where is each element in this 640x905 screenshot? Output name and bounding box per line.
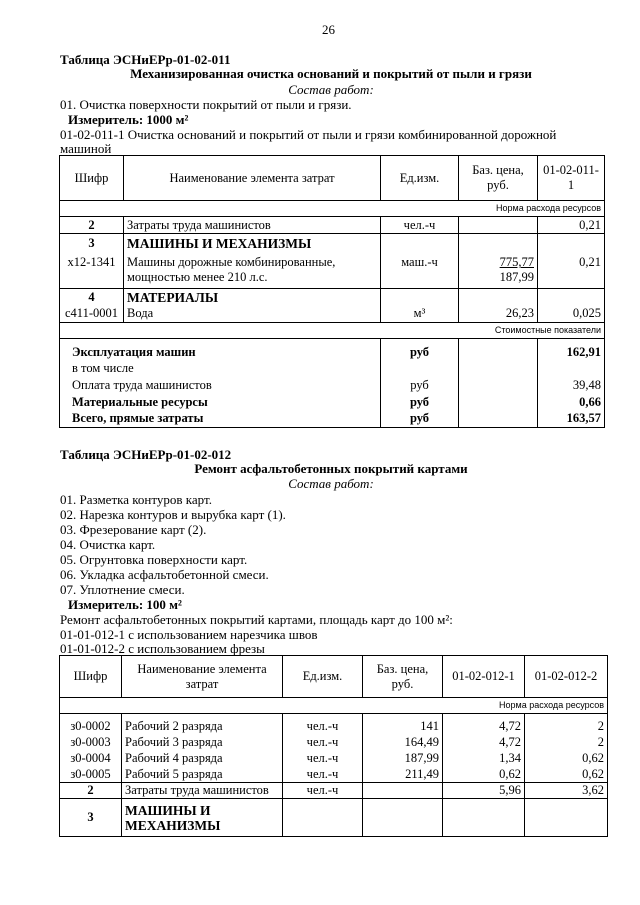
header-name: Наименование элемента затрат: [122, 656, 283, 698]
table-row: [60, 719, 608, 735]
row-value-2: 2: [525, 735, 608, 751]
section-row: [60, 234, 605, 253]
row-price: 141: [363, 719, 443, 735]
header-name: Наименование элемента затрат: [124, 156, 381, 201]
summary-name: в том числе: [60, 360, 381, 377]
summary-row: [60, 345, 605, 360]
table-row: [60, 306, 605, 323]
row-price-line1: 775,77: [499, 255, 534, 270]
header-col2: 01-02-012-2: [525, 656, 608, 698]
row-value-1: 1,34: [443, 751, 525, 767]
table-row: [60, 751, 608, 767]
section-name: МАШИНЫ И МЕХАНИЗМЫ: [124, 234, 381, 253]
table-row: [60, 217, 605, 234]
table-header-row: [60, 156, 605, 201]
table2-op: 06. Укладка асфальтобетонной смеси.: [60, 567, 269, 582]
table2-op: 02. Нарезка контуров и вырубка карт (1).: [60, 507, 286, 522]
section-code: 3: [60, 799, 122, 837]
section-name-line1: МАШИНЫ И: [125, 802, 211, 818]
summary-name: Материальные ресурсы: [60, 394, 381, 411]
summary-row: [60, 394, 605, 411]
summary-value: 0,66: [538, 394, 605, 411]
row-unit: чел.-ч: [283, 735, 363, 751]
table2-subtitle: Ремонт асфальтобетонных покрытий картами: [194, 461, 468, 476]
row-price: 211,49: [363, 767, 443, 783]
page-number: 26: [322, 22, 335, 37]
row-code: 2: [60, 783, 122, 799]
section-row: [60, 799, 608, 837]
table-row: [60, 783, 608, 799]
table1-op: 01. Очистка поверхности покрытий от пыли и грязи.: [60, 97, 352, 112]
header-code: Шифр: [60, 156, 124, 201]
header-unit: Ед.изм.: [381, 156, 459, 201]
table2-op: 07. Уплотнение смеси.: [60, 582, 185, 597]
row-unit: чел.-ч: [283, 751, 363, 767]
row-name: Вода: [124, 306, 381, 323]
table2-variant-2: 01-01-012-2 с использованием фрезы: [60, 641, 265, 656]
header-price: Баз. цена, руб.: [459, 156, 538, 201]
summary-value: 162,91: [538, 345, 605, 360]
row-code: з0-0005: [60, 767, 122, 783]
row-code: х12-1341: [60, 253, 124, 289]
table1-title: Таблица ЭСНиЕРр-01-02-011: [60, 52, 231, 67]
row-unit: чел.-ч: [283, 719, 363, 735]
row-code: з0-0002: [60, 719, 122, 735]
summary-unit: руб: [381, 377, 459, 394]
summary-unit: руб: [381, 345, 459, 360]
table2-variant-1: 01-01-012-1 с использованием нарезчика швов: [60, 627, 318, 642]
row-value: 0,21: [538, 217, 605, 234]
row-value-2: 0,62: [525, 767, 608, 783]
summary-unit: руб: [381, 411, 459, 428]
table-header-row: [60, 656, 608, 698]
summary-row: [60, 411, 605, 428]
row-unit: чел.-ч: [283, 783, 363, 799]
row-price: [459, 253, 538, 289]
summary-name: Всего, прямые затраты: [60, 411, 381, 428]
row-value-2: 2: [525, 719, 608, 735]
table2-op: 04. Очистка карт.: [60, 537, 156, 552]
table1-composition-heading: Состав работ:: [288, 82, 374, 97]
row-name: Рабочий 2 разряда: [122, 719, 283, 735]
table-row: [60, 253, 605, 289]
row-value-2: 0,62: [525, 751, 608, 767]
summary-value: 163,57: [538, 411, 605, 428]
table2-meter: Измеритель: 100 м²: [68, 597, 182, 612]
row-name: Затраты труда машинистов: [124, 217, 381, 234]
section-row: [60, 289, 605, 306]
row-value-1: 0,62: [443, 767, 525, 783]
header-col1: 01-02-011-1: [538, 156, 605, 201]
row-price: 187,99: [363, 751, 443, 767]
row-value-1: 4,72: [443, 719, 525, 735]
row-unit: маш.-ч: [381, 253, 459, 289]
table1-description-cont: машиной: [60, 141, 112, 156]
table2-op: 05. Огрунтовка поверхности карт.: [60, 552, 248, 567]
row-value: 0,21: [538, 253, 605, 289]
row-value: 0,025: [538, 306, 605, 323]
header-unit: Ед.изм.: [283, 656, 363, 698]
table2-title: Таблица ЭСНиЕРр-01-02-012: [60, 447, 232, 462]
cost-label: Стоимостные показатели: [60, 323, 605, 339]
summary-name: Оплата труда машинистов: [60, 377, 381, 394]
norm-label: Норма расхода ресурсов: [60, 698, 608, 714]
table1: [59, 155, 605, 428]
row-value-1: 5,96: [443, 783, 525, 799]
section-code: 4: [60, 289, 124, 306]
row-code: з0-0003: [60, 735, 122, 751]
row-code: з0-0004: [60, 751, 122, 767]
summary-value: 39,48: [538, 377, 605, 394]
summary-row: [60, 377, 605, 394]
table2-composition-heading: Состав работ:: [288, 476, 374, 491]
norm-label: Норма расхода ресурсов: [60, 201, 605, 217]
table2-op: 03. Фрезерование карт (2).: [60, 522, 207, 537]
summary-unit: руб: [381, 394, 459, 411]
row-price-line2: 187,99: [499, 270, 534, 285]
row-name: Рабочий 4 разряда: [122, 751, 283, 767]
section-name-line2: МЕХАНИЗМЫ: [125, 817, 221, 833]
table2: [59, 655, 608, 837]
row-price: 164,49: [363, 735, 443, 751]
row-name: Затраты труда машинистов: [122, 783, 283, 799]
header-col1: 01-02-012-1: [443, 656, 525, 698]
row-unit: м³: [381, 306, 459, 323]
row-name: Рабочий 5 разряда: [122, 767, 283, 783]
row-name: [124, 253, 381, 289]
table-row: [60, 735, 608, 751]
section-name: [122, 799, 283, 837]
row-value-1: 4,72: [443, 735, 525, 751]
row-value-2: 3,62: [525, 783, 608, 799]
row-unit: чел.-ч: [283, 767, 363, 783]
row-unit: чел.-ч: [381, 217, 459, 234]
section-code: 3: [60, 234, 124, 253]
summary-name: Эксплуатация машин: [60, 345, 381, 360]
row-code: 2: [60, 217, 124, 234]
row-price: 26,23: [459, 306, 538, 323]
table-row: [60, 767, 608, 783]
header-price: Баз. цена, руб.: [363, 656, 443, 698]
table2-op: 01. Разметка контуров карт.: [60, 492, 212, 507]
table1-meter: Измеритель: 1000 м²: [68, 112, 189, 127]
summary-row: [60, 360, 605, 377]
row-code: с411-0001: [60, 306, 124, 323]
table1-description: 01-02-011-1 Очистка оснований и покрытий от пыли и грязи комбинированной дорожной: [60, 127, 557, 142]
table1-subtitle: Механизированная очистка оснований и покрытий от пыли и грязи: [130, 66, 532, 81]
row-name: Рабочий 3 разряда: [122, 735, 283, 751]
table2-description: Ремонт асфальтобетонных покрытий картами, площадь карт до 100 м²:: [60, 612, 453, 627]
row-name-line2: мощностью менее 210 л.с.: [127, 270, 268, 285]
header-code: Шифр: [60, 656, 122, 698]
row-name-line1: Машины дорожные комбинированные,: [127, 255, 336, 270]
section-name: МАТЕРИАЛЫ: [124, 289, 381, 306]
